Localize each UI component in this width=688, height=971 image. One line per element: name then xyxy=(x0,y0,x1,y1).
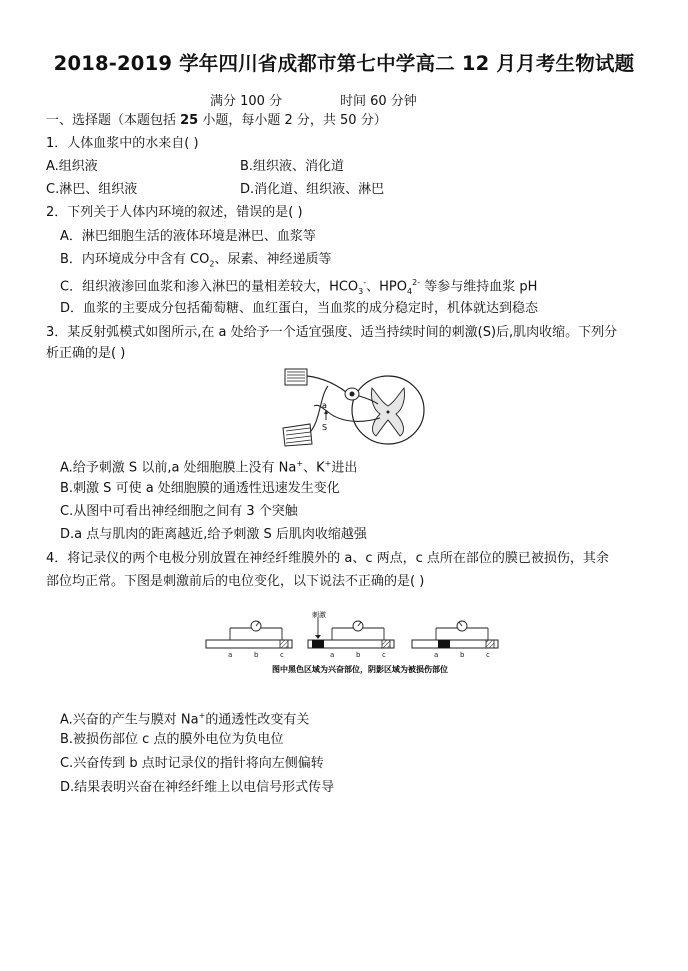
fig-label-s: S xyxy=(322,423,328,432)
q2-option-d: D．血浆的主要成分包括葡萄糖、血红蛋白，当血浆的成分稳定时，机体就达到稳态 xyxy=(60,301,539,316)
q2-option-b xyxy=(60,251,331,274)
section-heading xyxy=(46,112,387,130)
exam-time: 时间 60 分钟 xyxy=(340,94,417,109)
fig-label-a: a xyxy=(330,651,335,659)
q3-stem-line2: 析正确的是( ) xyxy=(46,346,126,361)
q2-c-sub1: 3 xyxy=(358,286,364,296)
fig-label-b: b xyxy=(356,651,361,659)
q2-c-sub2: 4 xyxy=(407,286,413,296)
exam-title: 2018-2019 学年四川省成都市第七中学高二 12 月月考生物试题 xyxy=(53,52,635,75)
q3-a-sup1: + xyxy=(296,459,304,468)
fig-label-a: a xyxy=(434,651,439,659)
q1-option-d: D.消化道、组织液、淋巴 xyxy=(240,182,385,197)
full-score: 满分 100 分 xyxy=(210,94,283,109)
reflex-arc-figure xyxy=(280,366,430,456)
question-count: 25 xyxy=(180,113,199,128)
fig-label-a: a xyxy=(322,401,327,410)
q3-a-sup2: + xyxy=(324,459,332,468)
fig-label-c: c xyxy=(280,651,284,659)
q2-c-pre: C．组织液渗回血浆和渗入淋巴的量相差较大，HCO xyxy=(60,279,359,295)
section-heading-suffix: 小题，每小题 2 分，共 50 分） xyxy=(198,113,387,128)
q4-option-a xyxy=(60,707,309,729)
q2-stem: 2．下列关于人体内环境的叙述，错误的是( ) xyxy=(46,205,303,220)
q2-b-pre: B．内环境成分中含有 CO xyxy=(60,252,210,267)
receptor-icon xyxy=(285,369,307,385)
q1-option-a: A.组织液 xyxy=(46,159,98,174)
q4-a-pre: A.兴奋的产生与膜对 Na xyxy=(60,712,199,728)
q1-option-c: C.淋巴、组织液 xyxy=(46,182,138,197)
q3-option-d: D.a 点与肌肉的距离越近,给予刺激 S 后肌肉收缩越强 xyxy=(60,527,367,542)
q2-c-sup2: 2- xyxy=(412,278,421,287)
spinal-cord-icon xyxy=(352,376,424,444)
recording-panel-3 xyxy=(412,621,498,648)
fig-caption: 图中黑色区域为兴奋部位，阴影区域为被损伤部位 xyxy=(272,665,448,674)
q2-c-mid: 、HPO xyxy=(366,279,408,295)
q3-option-c: C.从图中可看出神经细胞之间有 3 个突触 xyxy=(60,504,298,519)
q2-option-a: A．淋巴细胞生活的液体环境是淋巴、血浆等 xyxy=(60,229,316,244)
q4-a-post: 的通透性改变有关 xyxy=(205,712,310,728)
section-heading-prefix: 一、选择题（本题包括 xyxy=(46,113,181,128)
q2-c-post: 等参与维持血浆 pH xyxy=(420,279,538,295)
q2-b-sub: 2 xyxy=(209,259,215,269)
q2-option-c xyxy=(60,274,537,301)
recording-panel-1 xyxy=(206,621,292,648)
fig-label-c: c xyxy=(382,651,386,659)
q3-option-a xyxy=(60,455,357,477)
fig-label-a: a xyxy=(228,651,233,659)
q3-a-pre: A.给予刺激 S 以前,a 处细胞膜上没有 Na xyxy=(60,460,297,476)
q2-c-sup1: - xyxy=(363,278,367,287)
fig-stimulus-label: 刺激 xyxy=(312,611,326,619)
q1-stem: 1．人体血浆中的水来自( ) xyxy=(46,136,199,151)
nerve-fiber-figure xyxy=(200,610,520,678)
q4-option-d: D.结果表明兴奋在神经纤维上以电信号形式传导 xyxy=(60,780,335,795)
afferent-nerve xyxy=(307,376,346,392)
q4-stem-line1: 4．将记录仪的两个电极分别放置在神经纤维膜外的 a、c 两点，c 点所在部位的膜已被损伤，其余 xyxy=(46,551,609,566)
q4-stem-line2: 部位均正常。下图是刺激前后的电位变化，以下说法不正确的是( ) xyxy=(46,574,425,589)
fig-label-c: c xyxy=(486,651,490,659)
q2-b-post: 、尿素、神经递质等 xyxy=(214,252,332,267)
q3-a-mid: 、K xyxy=(303,460,325,476)
fig-label-b: b xyxy=(254,651,259,659)
muscle-icon xyxy=(283,424,312,446)
q3-stem-line1: 3．某反射弧模式如图所示,在 a 处给予一个适宜强度、适当持续时间的刺激(S)后,肌肉收缩。下列分 xyxy=(46,325,618,340)
q3-option-b: B.刺激 S 可使 a 处细胞膜的通透性迅速发生变化 xyxy=(60,481,340,496)
q4-a-sup: + xyxy=(198,711,206,720)
recording-panel-2 xyxy=(308,618,394,648)
fig-label-b: b xyxy=(460,651,465,659)
q4-option-c: C.兴奋传到 b 点时记录仪的指针将向左侧偏转 xyxy=(60,756,324,771)
q1-option-b: B.组织液、消化道 xyxy=(240,159,345,174)
q4-option-b: B.被损伤部位 c 点的膜外电位为负电位 xyxy=(60,732,284,747)
q3-a-post: 进出 xyxy=(331,460,358,476)
